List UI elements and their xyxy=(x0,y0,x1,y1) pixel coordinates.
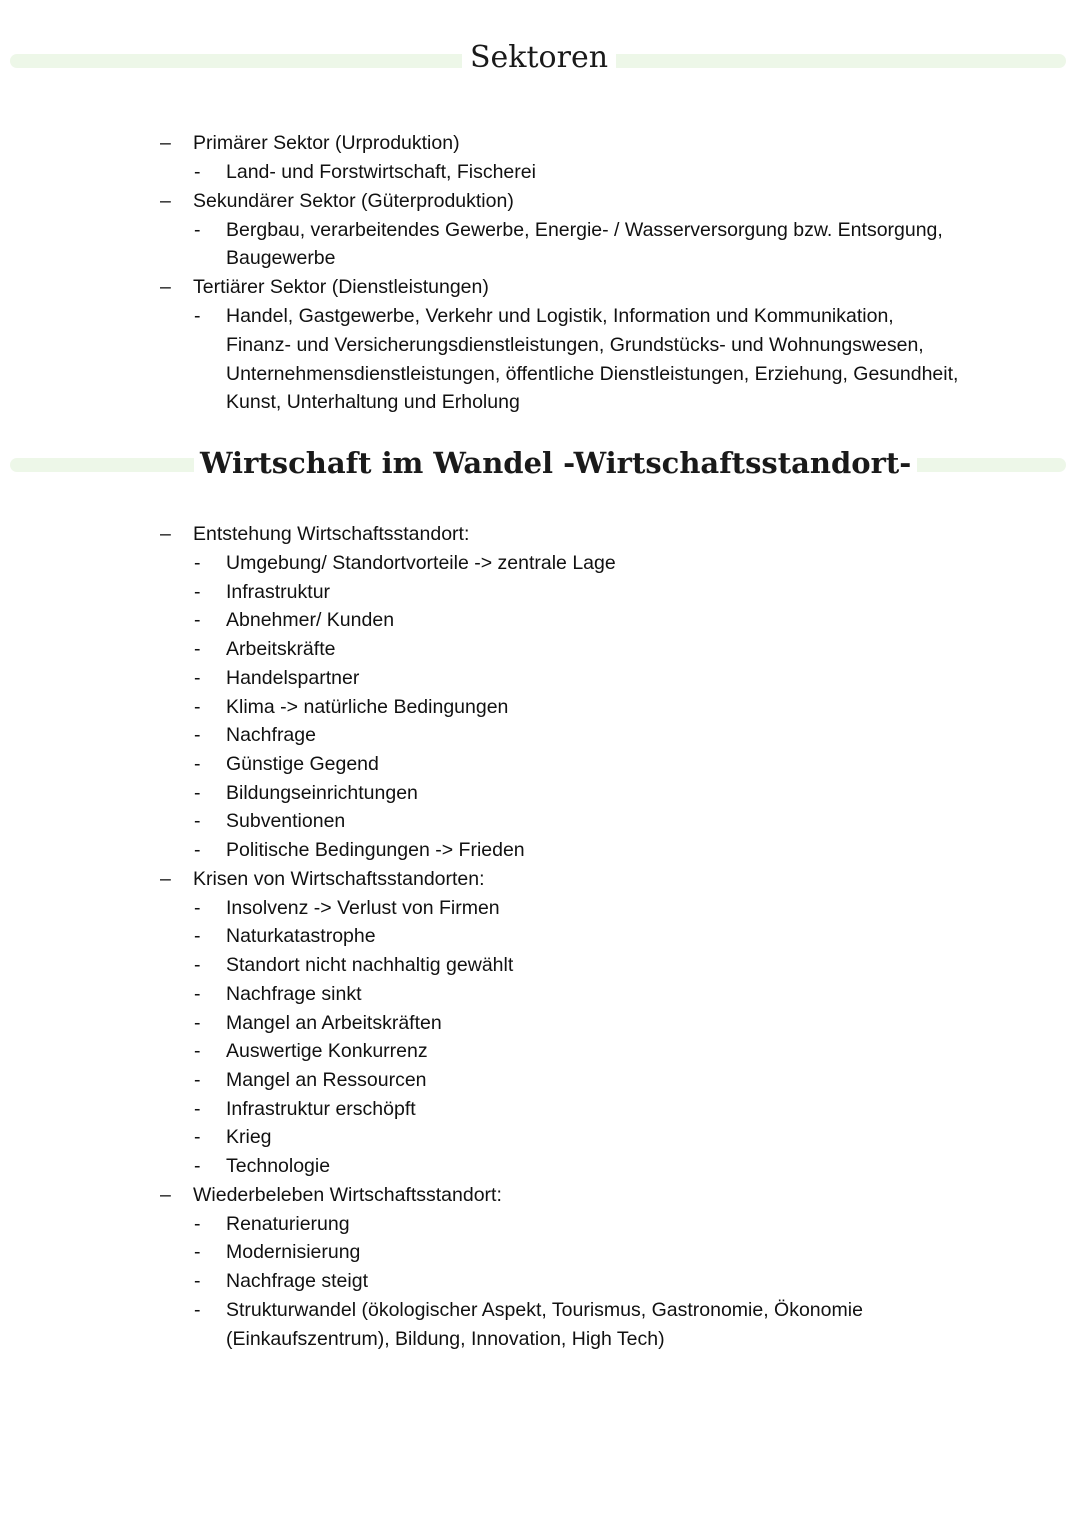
sub-list-item xyxy=(0,779,1080,808)
list-item-label: Wiederbeleben Wirtschaftsstandort: xyxy=(193,1183,502,1206)
sub-list-item-text: Mangel an Arbeitskräften xyxy=(226,1011,442,1034)
sub-list-item xyxy=(0,1238,1080,1267)
bullet-list xyxy=(0,520,1080,1353)
list-item xyxy=(0,187,1080,216)
list-item xyxy=(0,129,1080,158)
bullet-hyphen: - xyxy=(194,839,201,862)
sub-list-item-text: Modernisierung xyxy=(226,1241,361,1264)
sub-list-item-text: Subventionen xyxy=(226,810,346,833)
bullet-hyphen: - xyxy=(194,1097,201,1120)
list-item-label: Tertiärer Sektor (Dienstleistungen) xyxy=(193,276,489,299)
sub-list-item xyxy=(0,578,1080,607)
bullet-hyphen: - xyxy=(194,1298,201,1321)
bullet-hyphen: - xyxy=(194,666,201,689)
bullet-hyphen: - xyxy=(194,1011,201,1034)
bullet-hyphen: - xyxy=(194,982,201,1005)
bullet-hyphen: - xyxy=(194,695,201,718)
bullet-dash: – xyxy=(160,132,171,154)
sub-list-item-text: Nachfrage sinkt xyxy=(226,982,362,1005)
bullet-list xyxy=(0,129,1080,417)
bullet-hyphen: - xyxy=(194,896,201,919)
sub-list-item-text: Naturkatastrophe xyxy=(226,925,376,948)
sub-list-item-text: Umgebung/ Standortvorteile -> zentrale Lage xyxy=(226,552,616,574)
bullet-hyphen: - xyxy=(194,161,201,183)
bullet-dash: – xyxy=(160,276,171,299)
bullet-hyphen: - xyxy=(194,1270,201,1293)
sub-list-item-text: Klima -> natürliche Bedingungen xyxy=(226,695,509,718)
sub-list-item xyxy=(0,1267,1080,1296)
sub-list-item-text: Strukturwandel (ökologischer Aspekt, Tourismus, Gastronomie, Ökonomie (Einkaufszentrum), Bildung, Innovation, High Tech) xyxy=(226,1298,863,1350)
sub-list-item xyxy=(0,693,1080,722)
sub-list-item-text: Nachfrage steigt xyxy=(226,1270,368,1293)
bullet-hyphen: - xyxy=(194,580,201,603)
bullet-hyphen: - xyxy=(194,781,201,804)
sub-list-item xyxy=(0,1296,1080,1353)
bullet-hyphen: - xyxy=(194,954,201,977)
bullet-hyphen: - xyxy=(194,925,201,948)
sectors-heading xyxy=(10,40,1066,80)
sectors-title: Sektoren xyxy=(462,40,616,76)
sub-list-item xyxy=(0,951,1080,980)
sub-list-item-text: Standort nicht nachhaltig gewählt xyxy=(226,954,514,977)
sub-list-item xyxy=(0,807,1080,836)
bullet-dash: – xyxy=(160,189,171,212)
sub-list-item-text: Nachfrage xyxy=(226,724,316,747)
sub-list-item xyxy=(0,1152,1080,1181)
wandel-title: Wirtschaft im Wandel -Wirtschaftsstandort- xyxy=(194,444,917,482)
sub-list-item-text: Infrastruktur erschöpft xyxy=(226,1097,416,1120)
sub-list-item xyxy=(0,606,1080,635)
sub-list-item xyxy=(0,158,1080,187)
sub-list-item xyxy=(0,750,1080,779)
sub-list-item-text: Renaturierung xyxy=(226,1212,350,1235)
sub-list-item xyxy=(0,894,1080,923)
bullet-hyphen: - xyxy=(194,752,201,775)
sub-list-item xyxy=(0,635,1080,664)
bullet-hyphen: - xyxy=(194,1068,201,1091)
sub-list-item-text: Auswertige Konkurrenz xyxy=(226,1040,428,1063)
sub-list-item xyxy=(0,302,1080,417)
sub-list-item xyxy=(0,664,1080,693)
sub-list-item-text: Bildungseinrichtungen xyxy=(226,781,418,804)
sub-list-item xyxy=(0,980,1080,1009)
bullet-hyphen: - xyxy=(194,609,201,632)
wandel-list xyxy=(0,520,1080,1353)
list-item xyxy=(0,865,1080,894)
sub-list-item-text: Infrastruktur xyxy=(226,580,331,603)
list-item xyxy=(0,1181,1080,1210)
sub-list-item xyxy=(0,1066,1080,1095)
bullet-hyphen: - xyxy=(194,724,201,747)
bullet-hyphen: - xyxy=(194,218,201,241)
bullet-hyphen: - xyxy=(194,810,201,833)
bullet-hyphen: - xyxy=(194,638,201,661)
sub-list-item xyxy=(0,1095,1080,1124)
sub-list-item-text: Handel, Gastgewerbe, Verkehr und Logistik, Information und Kommunikation, Finanz- und Versicherungsdienstleistungen, Grundstücks- und Wohnungswesen, Unternehmensdienstleistungen, öffentliche Dienstleistungen, Erziehung, Gesundheit, Kunst, Unterhaltung und Erholung xyxy=(226,305,959,414)
sub-list-item-text: Krieg xyxy=(226,1126,272,1149)
sub-list-item-text: Politische Bedingungen -> Frieden xyxy=(226,839,525,862)
list-item-label: Entstehung Wirtschaftsstandort: xyxy=(193,523,470,545)
sub-list-item-text: Günstige Gegend xyxy=(226,752,379,775)
bullet-hyphen: - xyxy=(194,1126,201,1149)
sub-list-item-text: Bergbau, verarbeitendes Gewerbe, Energie- / Wasserversorgung bzw. Entsorgung, Baugewerbe xyxy=(226,218,943,270)
bullet-hyphen: - xyxy=(194,1040,201,1063)
bullet-dash: – xyxy=(160,867,171,890)
list-item-label: Sekundärer Sektor (Güterproduktion) xyxy=(193,189,514,212)
bullet-hyphen: - xyxy=(194,1212,201,1235)
bullet-hyphen: - xyxy=(194,552,201,574)
list-item-label: Krisen von Wirtschaftsstandorten: xyxy=(193,867,485,890)
sectors-list xyxy=(0,129,1080,417)
sub-list-item-text: Abnehmer/ Kunden xyxy=(226,609,395,632)
bullet-hyphen: - xyxy=(194,305,201,328)
sub-list-item xyxy=(0,1210,1080,1239)
sub-list-item-text: Arbeitskräfte xyxy=(226,638,336,661)
sub-list-item xyxy=(0,836,1080,865)
bullet-dash: – xyxy=(160,523,171,545)
list-item xyxy=(0,520,1080,549)
sub-list-item xyxy=(0,216,1080,273)
sub-list-item-text: Technologie xyxy=(226,1155,331,1178)
list-item xyxy=(0,273,1080,302)
bullet-hyphen: - xyxy=(194,1241,201,1264)
sub-list-item xyxy=(0,1009,1080,1038)
sub-list-item-text: Insolvenz -> Verlust von Firmen xyxy=(226,896,500,919)
sub-list-item xyxy=(0,549,1080,578)
sub-list-item-text: Land- und Forstwirtschaft, Fischerei xyxy=(226,161,536,183)
sub-list-item xyxy=(0,922,1080,951)
sub-list-item xyxy=(0,721,1080,750)
wandel-heading xyxy=(10,444,1066,484)
sub-list-item xyxy=(0,1037,1080,1066)
sub-list-item-text: Mangel an Ressourcen xyxy=(226,1068,427,1091)
sub-list-item xyxy=(0,1123,1080,1152)
sub-list-item-text: Handelspartner xyxy=(226,666,360,689)
list-item-label: Primärer Sektor (Urproduktion) xyxy=(193,132,460,154)
bullet-dash: – xyxy=(160,1183,171,1206)
bullet-hyphen: - xyxy=(194,1155,201,1178)
